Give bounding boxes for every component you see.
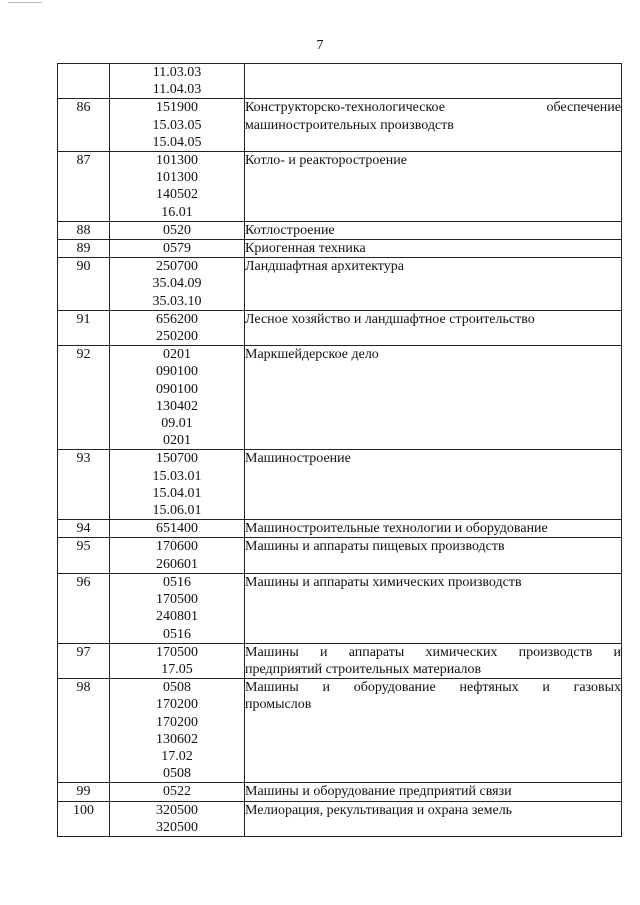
specialty-code: 250700 [156,259,198,275]
specialty-name [245,573,622,643]
specialty-codes [110,258,245,311]
specialty-name [245,258,622,311]
specialty-name [245,450,622,520]
row-number: 92 [58,346,110,450]
specialty-code: 130602 [156,731,198,747]
specialty-name-line: Машины и оборудование нефтяных и газовых [245,680,621,696]
table-row [58,240,622,258]
specialty-name [245,346,622,450]
row-number: 90 [58,258,110,311]
row-number: 86 [58,99,110,152]
specialty-name-line: Машины и аппараты пищевых производств [245,539,505,555]
table-body [58,64,622,837]
table-row [58,679,622,783]
page-number: 7 [316,38,324,53]
row-number: 96 [58,573,110,643]
specialty-code: 651400 [156,521,198,537]
table-row [58,310,622,345]
specialty-codes [110,64,245,99]
specialty-codes [110,152,245,222]
specialty-code: 09.01 [161,416,193,432]
specialty-name-line: предприятий строительных материалов [245,661,482,677]
specialty-code: 0508 [163,680,191,696]
specialty-code: 17.05 [161,661,193,677]
specialty-code: 150700 [156,451,198,467]
row-number: 93 [58,450,110,520]
table-row [58,99,622,152]
specialty-codes [110,99,245,152]
specialty-code: 11.03.03 [152,65,202,80]
specialty-name [245,679,622,783]
specialty-code: 15.03.01 [152,468,202,484]
specialty-code: 130402 [156,398,198,414]
scan-artifact-line [8,2,42,3]
specialty-codes [110,801,245,836]
specialty-code: 0201 [163,433,191,449]
specialty-codes [110,221,245,239]
row-number [58,64,110,99]
row-number: 89 [58,240,110,258]
table-row [58,64,622,99]
specialty-codes [110,538,245,573]
row-number: 95 [58,538,110,573]
specialty-name [245,221,622,239]
specialty-name-line: Криогенная техника [245,241,366,257]
specialty-codes [110,310,245,345]
specialty-code: 101300 [156,153,198,169]
specialty-name [245,783,622,801]
specialty-code: 0516 [163,574,191,590]
table-row [58,450,622,520]
specialty-codes [110,679,245,783]
table-row [58,520,622,538]
specialty-codes-table [57,63,622,837]
specialty-codes [110,450,245,520]
specialty-codes [110,573,245,643]
specialty-code: 0579 [163,241,191,257]
specialty-code: 240801 [156,609,198,625]
table-row [58,573,622,643]
specialty-name [245,152,622,222]
specialty-name [245,520,622,538]
specialty-code: 0522 [163,784,191,800]
specialty-code: 15.03.05 [152,117,202,133]
specialty-name-line: Ландшафтная архитектура [245,259,404,275]
specialty-code: 0520 [163,222,191,238]
table-row [58,152,622,222]
row-number: 99 [58,783,110,801]
row-number: 97 [58,643,110,678]
specialty-code: 101300 [156,170,198,186]
table-row [58,538,622,573]
specialty-name-line: Машины и оборудование предприятий связи [245,784,512,800]
specialty-code: 170600 [156,539,198,555]
specialty-code: 090100 [156,364,198,380]
row-number: 87 [58,152,110,222]
specialty-name [245,310,622,345]
specialty-code: 656200 [156,311,198,327]
specialty-code: 35.03.10 [152,293,202,309]
table-row [58,801,622,836]
specialty-name [245,801,622,836]
specialty-code: 15.04.05 [152,134,202,150]
specialty-name-line: Лесное хозяйство и ландшафтное строительство [245,311,535,327]
specialty-codes [110,240,245,258]
row-number: 100 [58,801,110,836]
specialty-name-line: Маркшейдерское дело [245,347,379,363]
specialty-name [245,240,622,258]
row-number: 88 [58,221,110,239]
table-row [58,221,622,239]
specialty-name-line: машиностроительных производств [245,117,454,133]
specialty-name-line: Котлостроение [245,222,335,238]
specialty-name-line [245,64,621,81]
specialty-codes [110,346,245,450]
specialty-code: 11.04.03 [152,82,202,98]
specialty-code: 0201 [163,347,191,363]
table-row [58,258,622,311]
specialty-code: 260601 [156,556,198,572]
specialty-code: 15.06.01 [152,503,202,519]
specialty-name-line: Мелиорация, рекультивация и охрана земель [245,802,513,818]
specialty-code: 320500 [156,802,198,818]
table-row [58,783,622,801]
row-number: 94 [58,520,110,538]
specialty-code: 170500 [156,592,198,608]
specialty-code: 0516 [163,626,191,642]
specialty-code: 090100 [156,381,198,397]
specialty-code: 35.04.09 [152,276,202,292]
specialty-code: 0508 [163,766,191,782]
table-row [58,643,622,678]
specialty-code: 320500 [156,819,198,835]
specialty-code: 170200 [156,714,198,730]
specialty-code: 250200 [156,329,198,345]
table-row [58,346,622,450]
specialty-codes [110,520,245,538]
specialty-name-line: Машины и аппараты химических производств и [245,644,621,660]
specialty-code: 15.04.01 [152,485,202,501]
specialty-codes [110,783,245,801]
specialty-code: 140502 [156,187,198,203]
specialty-name [245,643,622,678]
specialty-name-line: промыслов [245,697,312,713]
specialty-name-line: Конструкторско-технологическое обеспечение [245,100,621,116]
specialty-code: 17.02 [161,748,193,764]
specialty-name [245,538,622,573]
specialty-code: 151900 [156,100,198,116]
specialty-name [245,64,622,99]
specialty-name-line: Машиностроение [245,451,351,467]
specialty-code: 170500 [156,644,198,660]
specialty-code: 16.01 [161,204,193,220]
specialty-name-line: Машиностроительные технологии и оборудование [245,521,548,537]
row-number: 98 [58,679,110,783]
specialty-name [245,99,622,152]
specialty-codes [110,643,245,678]
specialty-code: 170200 [156,697,198,713]
specialty-name-line: Машины и аппараты химических производств [245,574,522,590]
specialty-name-line: Котло- и реакторостроение [245,153,407,169]
row-number: 91 [58,310,110,345]
